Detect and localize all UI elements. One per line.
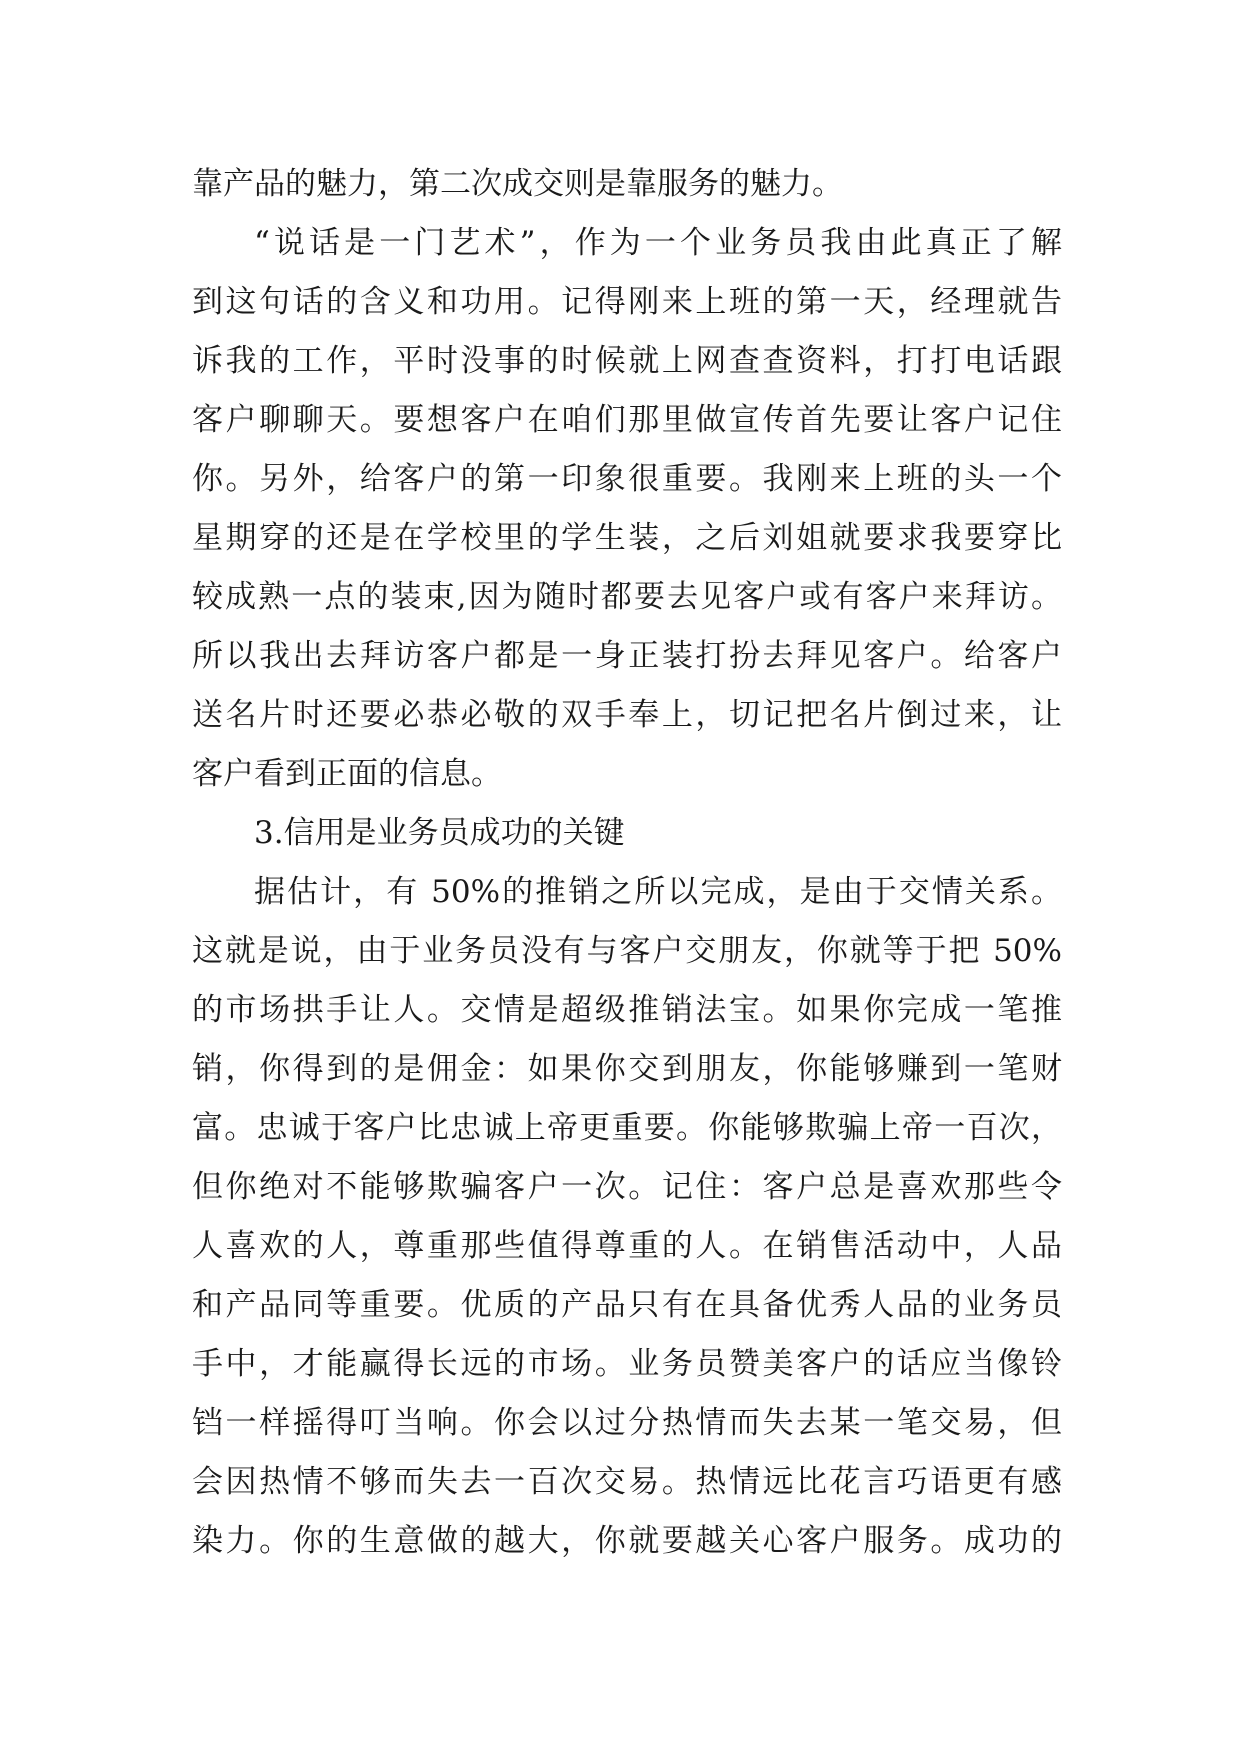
text-line: 所以我出去拜访客户都是一身正装打扮去拜见客户。给客户: [192, 638, 1062, 674]
text-line: 富。忠诚于客户比忠诚上帝更重要。你能够欺骗上帝一百次，: [192, 1110, 1062, 1146]
text-line: 客户看到正面的信息。: [192, 756, 502, 792]
text-line: 靠产品的魅力，第二次成交则是靠服务的魅力。: [192, 166, 843, 202]
text-line: 人喜欢的人，尊重那些值得尊重的人。在销售活动中，人品: [192, 1228, 1062, 1264]
text-line: 会因热情不够而失去一百次交易。热情远比花言巧语更有感: [192, 1464, 1062, 1500]
paragraph-start-line: “说话是一门艺术”，作为一个业务员我由此真正了解: [254, 225, 1062, 261]
text-line: 你。另外，给客户的第一印象很重要。我刚来上班的头一个: [192, 461, 1062, 497]
text-line: 客户聊聊天。要想客户在咱们那里做宣传首先要让客户记住: [192, 402, 1062, 438]
paragraph-start-line: 据估计，有 50%的推销之所以完成，是由于交情关系。: [254, 874, 1062, 910]
text-line: 诉我的工作，平时没事的时候就上网查查资料，打打电话跟: [192, 343, 1062, 379]
text-line: 到这句话的含义和功用。记得刚来上班的第一天，经理就告: [192, 284, 1062, 320]
text-line: 的市场拱手让人。交情是超级推销法宝。如果你完成一笔推: [192, 992, 1062, 1028]
text-line: 但你绝对不能够欺骗客户一次。记住：客户总是喜欢那些令: [192, 1169, 1062, 1205]
text-line: 染力。你的生意做的越大，你就要越关心客户服务。成功的: [192, 1523, 1062, 1559]
text-line: 这就是说，由于业务员没有与客户交朋友，你就等于把 50%: [192, 933, 1062, 969]
text-line: 手中，才能赢得长远的市场。业务员赞美客户的话应当像铃: [192, 1346, 1062, 1382]
text-line: 较成熟一点的装束,因为随时都要去见客户或有客户来拜访。: [192, 579, 1062, 615]
section-heading: 3.信用是业务员成功的关键: [254, 815, 625, 851]
text-line: 和产品同等重要。优质的产品只有在具备优秀人品的业务员: [192, 1287, 1062, 1323]
text-line: 星期穿的还是在学校里的学生装，之后刘姐就要求我要穿比: [192, 520, 1062, 556]
text-line: 送名片时还要必恭必敬的双手奉上，切记把名片倒过来，让: [192, 697, 1062, 733]
text-line: 销，你得到的是佣金：如果你交到朋友，你能够赚到一笔财: [192, 1051, 1062, 1087]
text-line: 铛一样摇得叮当响。你会以过分热情而失去某一笔交易，但: [192, 1405, 1062, 1441]
document-body: [192, 155, 1062, 1571]
